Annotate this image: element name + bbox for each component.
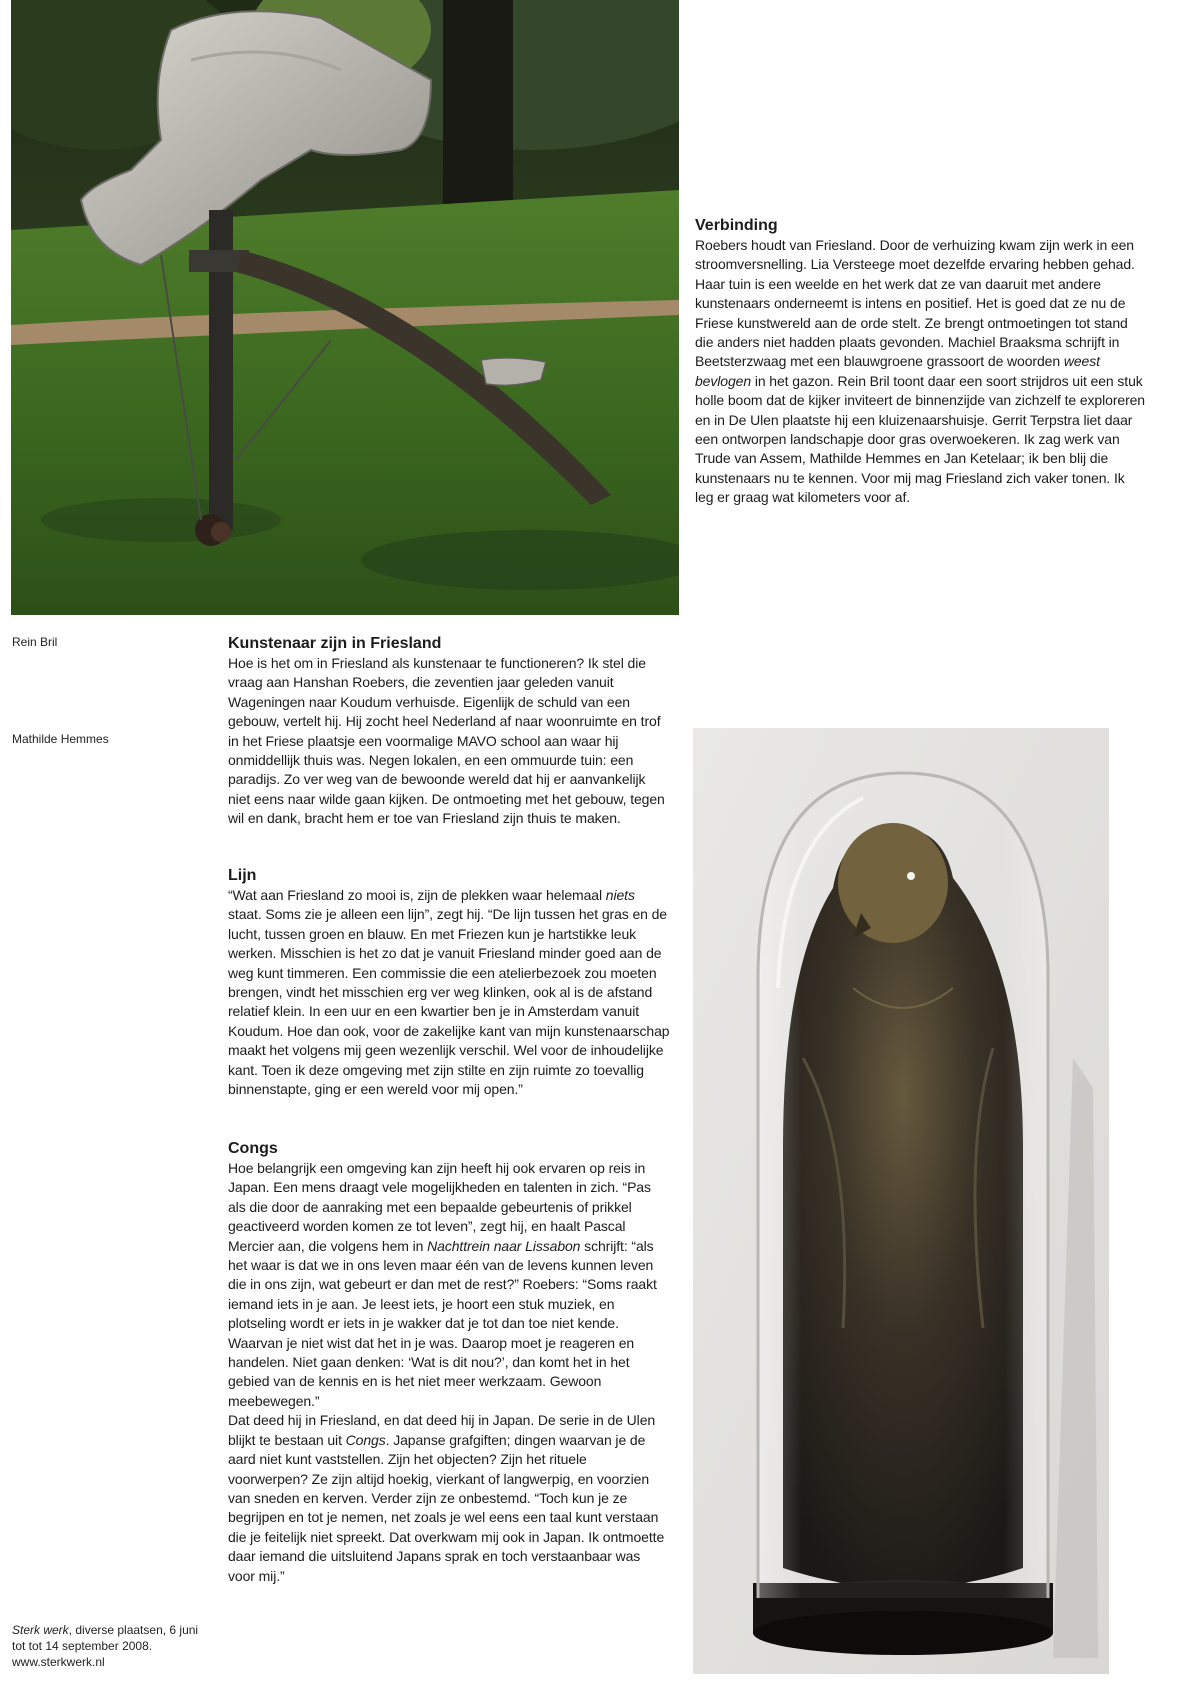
lijn-body: “Wat aan Friesland zo mooi is, zijn de plekken waar helemaal niets staat. Soms zie je alleen een lijn”, zegt hij. “De lijn tussen het gras en de lucht, tussen groen en blauw. En met Friezen kun je hartstikke leuk werken. Misschien is het zo dat je vanuit Friesland minder goed aan de weg kunt timmeren. Een commissie die een atelierbezoek zou moeten brengen, vindt het misschien erg ver weg klinken, ook al is de afstand relatief klein. In een uur en een kwartier ben je in Amsterdam vanuit Koudum. Hoe dan ook, voor de zakelijke kant van mijn kunstenaarschap maakt het volgens mij geen wezenlijk verschil. Wel voor de inhoudelijke kant. Toen ik deze omgeving met zijn stilte en zijn ruimte zo toevallig binnenstapte, ging er een wereld voor mij open.”	[228, 887, 670, 1098]
kunstenaar-body: Hoe is het om in Friesland als kunstenaar te functioneren? Ik stel die vraag aan Hanshan Roebers, die zeventien jaar geleden vanuit Wageningen naar Koudum verhuisde. Eigenlijk de schuld van een gebouw, vertelt hij. Hij zocht heel Nederland af naar woonruimte en trof in het Friese plaatsje een voormalige MAVO school aan waar hij onmiddellijk thuis was. Negen lokalen, en een ommuurde tuin: een paradijs. Zo ver weg van de bewoonde wereld dat hij er aanvankelijk niet eens naar wilde gaan kijken. De ontmoeting met het gebouw, tegen wil en dank, bracht hem er toe van Friesland zijn thuis te maken.	[228, 655, 665, 827]
heading-verbinding: Verbinding	[695, 217, 778, 234]
verbinding-body: Roebers houdt van Friesland. Door de verhuizing kwam zijn werk in een stroomversnelling. Lia Versteege moet dezelfde ervaring hebben gehad. Haar tuin is een weelde en het werk dat ze van daaruit met andere kunstenaars onderneemt is intens en positief. Het is goed dat ze nu de Friese kunstwereld aan de orde stelt. Ze brengt ontmoetingen tot stand die anders niet hadden plaats gevonden. Machiel Braaksma schrijft in Beetsterzwaag met een blauwgroene grassoort de woorden weest bevlogen in het gazon. Rein Bril toont daar een soort strijdros uit een stuk holle boom dat de kijker inviteert de binnenzijde van zichzelf te exploreren en in De Ulen plaatste hij een kluizenaarshuisje. Gerrit Terpstra liet daar een ontworpen landschapje door gras overwoekeren. Ik zag werk van Trude van Assem, Mathilde Hemmes en Jan Ketelaar; ik ben blij die kunstenaars nu te kennen. Voor mij mag Friesland zich vaker tonen. Ik leg er graag wat kilometers voor af.	[695, 237, 1145, 506]
section-congs	[228, 1139, 670, 1586]
caption-mathilde-hemmes: Mathilde Hemmes	[12, 732, 109, 746]
heading-kunstenaar: Kunstenaar zijn in Friesland	[228, 635, 442, 652]
heading-congs: Congs	[228, 1140, 278, 1157]
exhibition-url[interactable]: www.sterkwerk.nl	[12, 1655, 105, 1669]
congs-paragraph-1: Hoe belangrijk een omgeving kan zijn heeft hij ook ervaren op reis in Japan. Een mens draagt vele mogelijkheden en talenten in zich. “Pas als die door de aanraking met een bepaalde gebeurtenis of prikkel geactiveerd worden komen ze tot leven”, zegt hij, en haalt Pascal Mercier aan, die volgens hem in Nachttrein naar Lissabon schrijft: “als het waar is dat we in ons leven maar één van de levens kunnen leven die in ons zijn, wat gebeurt er dan met de rest?” Roebers: “Soms raakt iemand iets in je aan. Je leest iets, je hoort een stuk muziek, en plotseling wordt er iets in je wakker dat je tot dan toe niet kende. Waarvan je niet wist dat het in je was. Daarop moet je reageren en handelen. Niet gaan denken: ‘Wat is dit nou?’, dan komt het in het gebied van de kennis en is het niet meer werkzaam. Gewoon meebewegen.”	[228, 1160, 657, 1409]
heading-lijn: Lijn	[228, 867, 257, 884]
exhibition-title: Sterk werk	[12, 1623, 69, 1637]
section-kunstenaar	[228, 634, 670, 829]
footer-credit	[12, 1622, 212, 1670]
sculpture-photo	[11, 0, 679, 615]
section-verbinding	[695, 216, 1145, 508]
exhibition-details: , diverse plaatsen, 6 juni tot tot 14 september 2008.	[12, 1623, 199, 1653]
section-lijn	[228, 866, 670, 1099]
caption-rein-bril: Rein Bril	[12, 635, 58, 649]
bird-dome-photo	[693, 728, 1109, 1674]
congs-paragraph-2: Dat deed hij in Friesland, en dat deed hij in Japan. De serie in de Ulen blijkt te bestaan uit Congs. Japanse grafgiften; dingen waarvan je de aard niet kunt vaststellen. Zijn het objecten? Zijn het rituele voorwerpen? Ze zijn altijd hoekig, vierkant of langwerpig, en voorzien van sneden en kerven. Verder zijn ze onbestemd. “Toch kun je ze begrijpen en tot je nemen, net zoals je wel eens een taal kunt verstaan die je feitelijk niet spreekt. Dat overkwam mij ook in Japan. Ik ontmoette daar iemand die uitsluitend Japans sprak en toch verstaanbaar was voor mij.”	[228, 1412, 665, 1584]
